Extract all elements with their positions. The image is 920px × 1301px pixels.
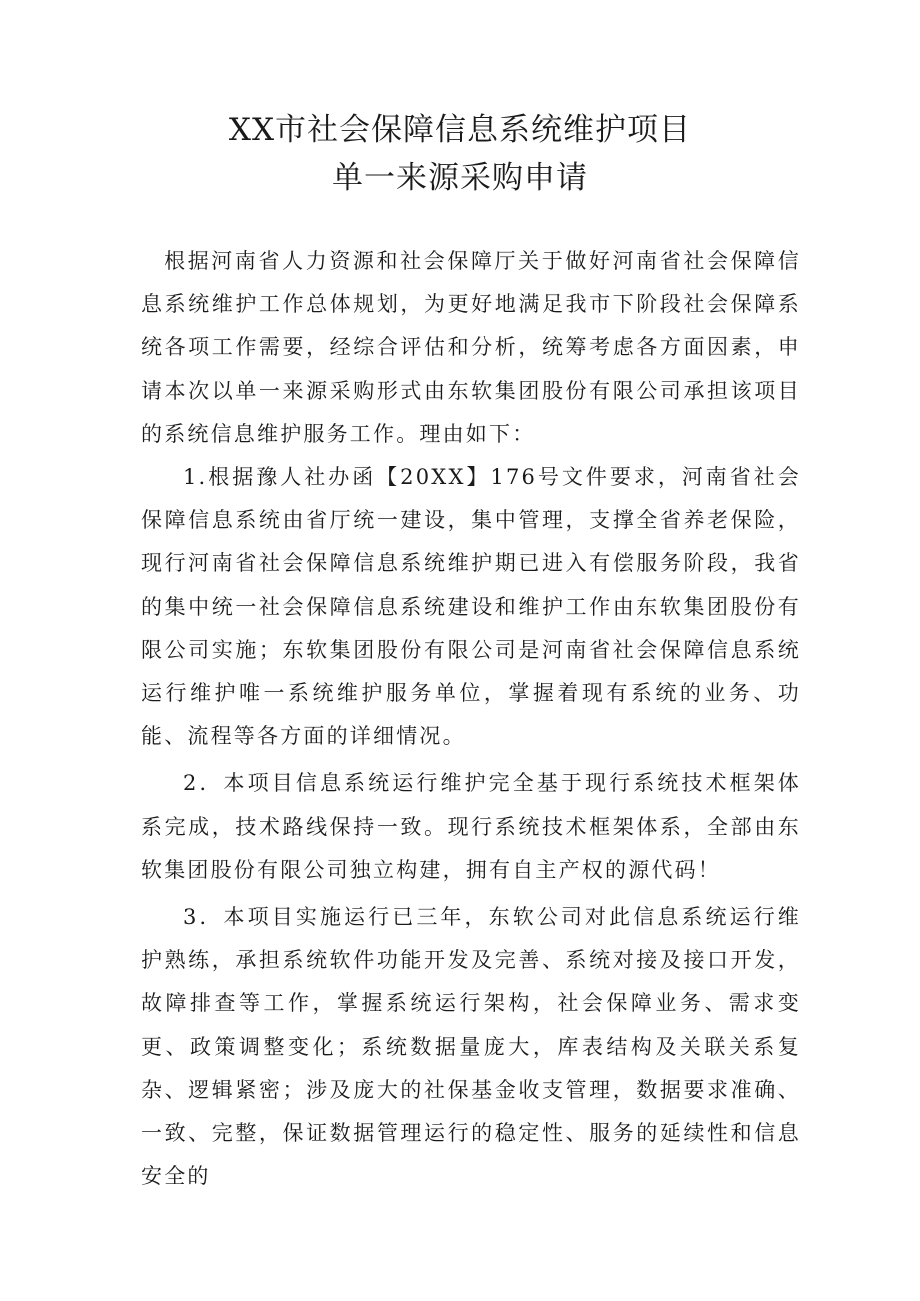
document-title-line-2: 单一来源采购申请 (332, 160, 588, 196)
document-title-line-1: XX市社会保障信息系统维护项目 (228, 112, 692, 148)
paragraph-reason-1: 1.根据豫人社办函【20XX】176号文件要求，河南省社会保障信息系统由省厅统一建设，集中管理，支撑全省养老保险，现行河南省社会保障信息系统维护期已进入有偿服务阶段，我省的集中统一社会保障信息系统建设和维护工作由东软集团股份有限公司实施；东软集团股份有限公司是河南省社会保障信息系统运行维护唯一系统维护服务单位，掌握着现有系统的业务、功能、流程等各方面的详细情况。 (141, 465, 801, 749)
paragraph-reason-2: 2．本项目信息系统运行维护完全基于现行系统技术框架体系完成，技术路线保持一致。现行系统技术框架体系，全部由东软集团股份有限公司独立构建，拥有自主产权的源代码！ (141, 771, 801, 882)
paragraph-reason-3: 3．本项目实施运行已三年，东软公司对此信息系统运行维护熟练，承担系统软件功能开发及完善、系统对接及接口开发，故障排查等工作，掌握系统运行架构，社会保障业务、需求变更、政策调整变化；系统数据量庞大，库表结构及关联关系复杂、逻辑紧密；涉及庞大的社保基金收支管理，数据要求准确、一致、完整，保证数据管理运行的稳定性、服务的延续性和信息安全的 (141, 905, 801, 1189)
paragraph-intro: 根据河南省人力资源和社会保障厅关于做好河南省社会保障信息系统维护工作总体规划，为更好地满足我市下阶段社会保障系统各项工作需要，经综合评估和分析，统筹考虑各方面因素，申请本次以单一来源采购形式由东软集团股份有限公司承担该项目的系统信息维护服务工作。理由如下： (141, 249, 801, 446)
document-body (141, 240, 801, 1198)
